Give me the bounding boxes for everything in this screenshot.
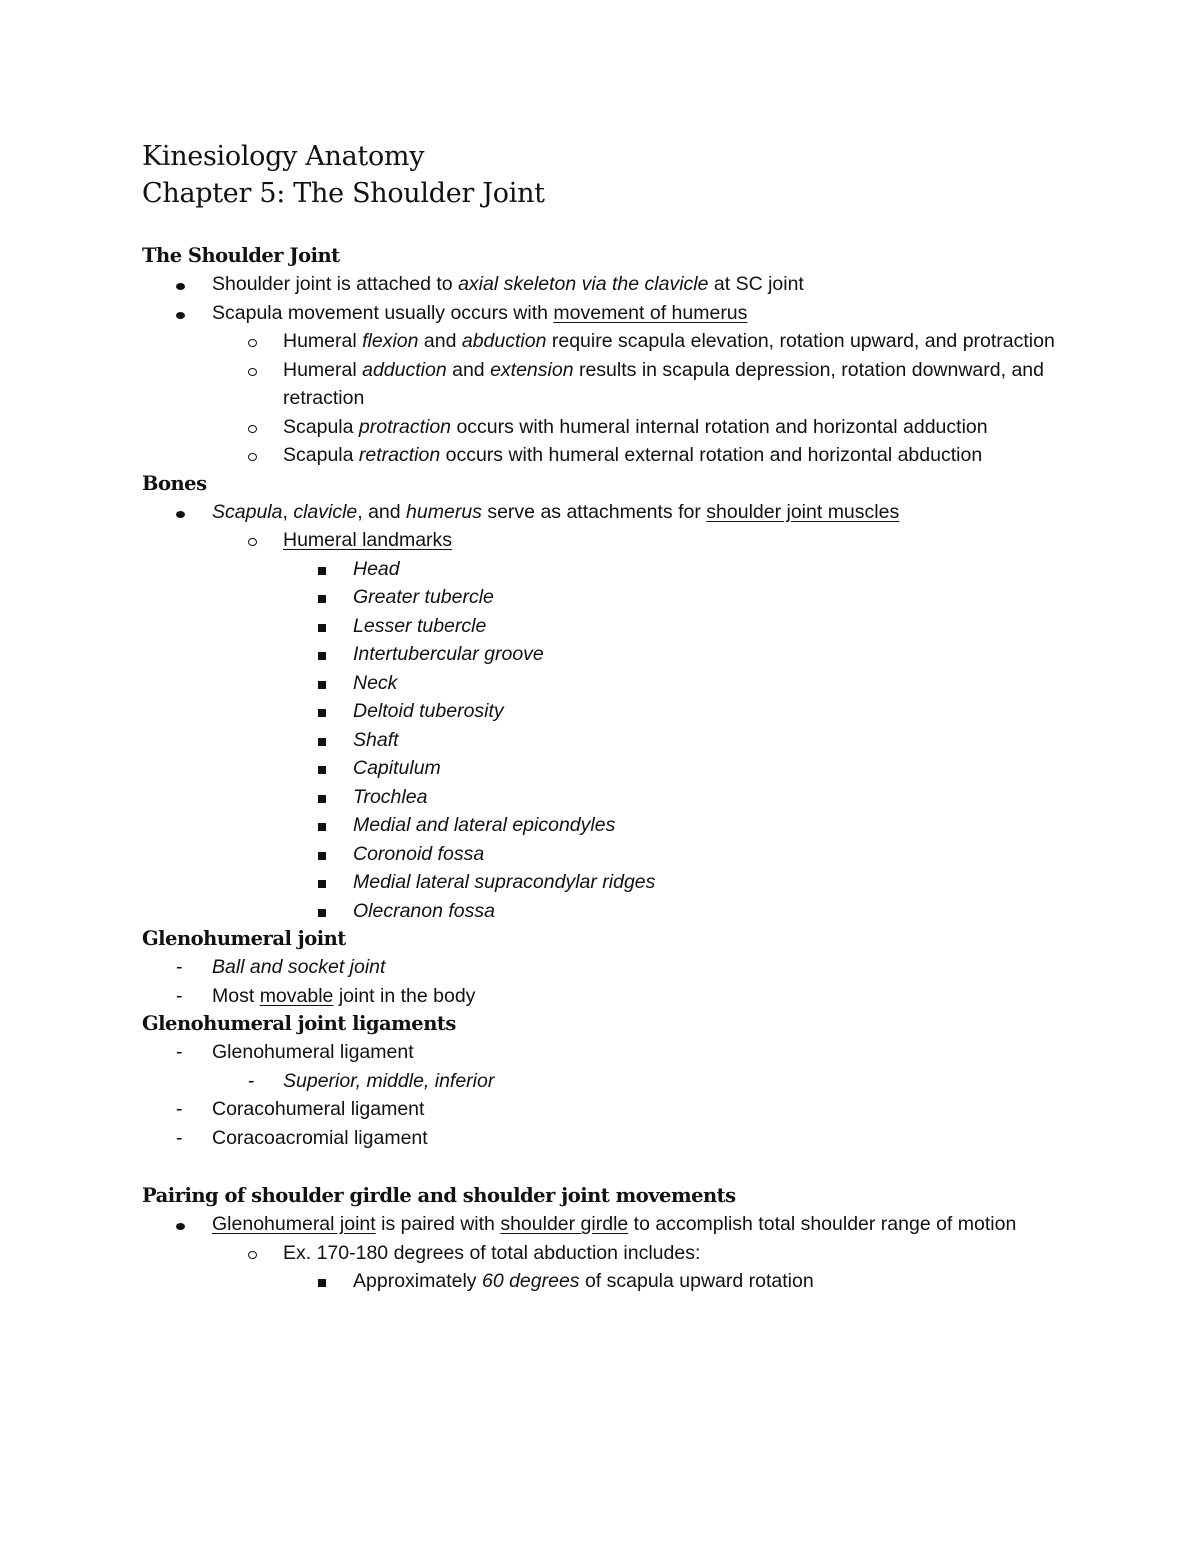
- underlined-term: shoulder joint muscles: [706, 500, 900, 523]
- list-item: Ex. 170-180 degrees of total abduction includes:: [142, 1239, 1082, 1268]
- bullet-square-icon: [318, 897, 326, 926]
- underlined-term: Glenohumeral joint: [212, 1213, 376, 1235]
- landmark-item: Intertubercular groove: [142, 640, 1082, 669]
- underlined-term: movable: [259, 984, 334, 1007]
- title-line-2: Chapter 5: The Shoulder Joint: [142, 178, 545, 209]
- landmark-item: Head: [142, 555, 1082, 584]
- underlined-term: shoulder girdle: [500, 1213, 629, 1235]
- landmark-item: Trochlea: [142, 783, 1082, 812]
- glenohumeral-list: [142, 953, 1082, 1010]
- landmark-item: Shaft: [142, 726, 1082, 755]
- bullet-square-icon: [318, 726, 326, 755]
- bullet-square-icon: [318, 697, 326, 726]
- document-title: [142, 138, 1082, 212]
- list-item: Humeral adduction and extension results in scapula depression, rotation downward, and retraction: [142, 356, 1082, 413]
- shoulder-joint-list: [142, 270, 1082, 470]
- list-item: Scapula retraction occurs with humeral external rotation and horizontal abduction: [142, 441, 1082, 470]
- bullet-square-icon: [318, 1267, 326, 1296]
- dash-icon: -: [176, 1126, 183, 1149]
- bullet-square-icon: [318, 612, 326, 641]
- list-item: - Most movable joint in the body: [142, 982, 1082, 1011]
- bullet-dot-icon: [176, 299, 185, 328]
- bullet-square-icon: [318, 555, 326, 584]
- dash-icon: -: [176, 956, 183, 978]
- heading-shoulder-joint: The Shoulder Joint: [142, 244, 340, 267]
- list-item: Scapula protraction occurs with humeral internal rotation and horizontal adduction: [142, 413, 1082, 442]
- list-item: Glenohumeral joint is paired with shoulder girdle to accomplish total shoulder range of motion: [142, 1210, 1082, 1239]
- landmark-item: Medial and lateral epicondyles: [142, 811, 1082, 840]
- landmark-item: Olecranon fossa: [142, 897, 1082, 926]
- bullet-square-icon: [318, 840, 326, 869]
- heading-ligaments: Glenohumeral joint ligaments: [142, 1012, 456, 1035]
- landmark-item: Deltoid tuberosity: [142, 697, 1082, 726]
- bullet-square-icon: [318, 868, 326, 897]
- bullet-circle-icon: [248, 327, 257, 356]
- list-item: - Glenohumeral ligament: [142, 1038, 1082, 1067]
- humeral-landmarks-list: [142, 555, 1082, 926]
- document-page: [142, 138, 1082, 1296]
- landmark-item: Neck: [142, 669, 1082, 698]
- landmark-item: Lesser tubercle: [142, 612, 1082, 641]
- bones-list: [142, 498, 1082, 555]
- landmark-item: Greater tubercle: [142, 583, 1082, 612]
- ligaments-list: [142, 1038, 1082, 1152]
- bullet-dot-icon: [176, 1210, 185, 1239]
- bullet-square-icon: [318, 783, 326, 812]
- list-item: - Superior, middle, inferior: [142, 1067, 1082, 1096]
- bullet-square-icon: [318, 754, 326, 783]
- bullet-square-icon: [318, 583, 326, 612]
- bullet-square-icon: [318, 669, 326, 698]
- bullet-dot-icon: [176, 498, 185, 527]
- heading-bones: Bones: [142, 471, 207, 495]
- list-item: Scapula, clavicle, and humerus serve as attachments for shoulder joint muscles: [142, 498, 1082, 527]
- landmark-item: Capitulum: [142, 754, 1082, 783]
- landmark-item: Coronoid fossa: [142, 840, 1082, 869]
- heading-glenohumeral-joint: Glenohumeral joint: [142, 927, 346, 950]
- bullet-dot-icon: [176, 270, 185, 299]
- dash-icon: -: [176, 1041, 183, 1063]
- heading-pairing: Pairing of shoulder girdle and shoulder joint movements: [142, 1184, 736, 1207]
- underlined-term: movement of humerus: [553, 301, 748, 324]
- list-item: Shoulder joint is attached to axial skeleton via the clavicle at SC joint: [142, 270, 1082, 299]
- bullet-square-icon: [318, 640, 326, 669]
- dash-icon: -: [248, 1069, 255, 1092]
- dash-icon: -: [176, 1098, 183, 1120]
- bullet-circle-icon: [248, 441, 257, 470]
- bullet-circle-icon: [248, 356, 257, 385]
- list-item: Approximately 60 degrees of scapula upward rotation: [142, 1267, 1082, 1296]
- list-item: [142, 526, 1082, 555]
- bullet-circle-icon: [248, 526, 257, 555]
- list-item: Humeral flexion and abduction require scapula elevation, rotation upward, and protraction: [142, 327, 1082, 356]
- pairing-list: [142, 1210, 1082, 1296]
- humeral-landmarks-label: Humeral landmarks: [283, 529, 453, 551]
- dash-icon: -: [176, 984, 183, 1007]
- bullet-circle-icon: [248, 1239, 257, 1268]
- list-item: - Coracohumeral ligament: [142, 1095, 1082, 1124]
- bullet-circle-icon: [248, 413, 257, 442]
- title-line-1: Kinesiology Anatomy: [142, 141, 425, 172]
- landmark-item: Medial lateral supracondylar ridges: [142, 868, 1082, 897]
- bullet-square-icon: [318, 811, 326, 840]
- list-item: - Ball and socket joint: [142, 953, 1082, 982]
- list-item: Scapula movement usually occurs with movement of humerus: [142, 299, 1082, 328]
- list-item: - Coracoacromial ligament: [142, 1124, 1082, 1153]
